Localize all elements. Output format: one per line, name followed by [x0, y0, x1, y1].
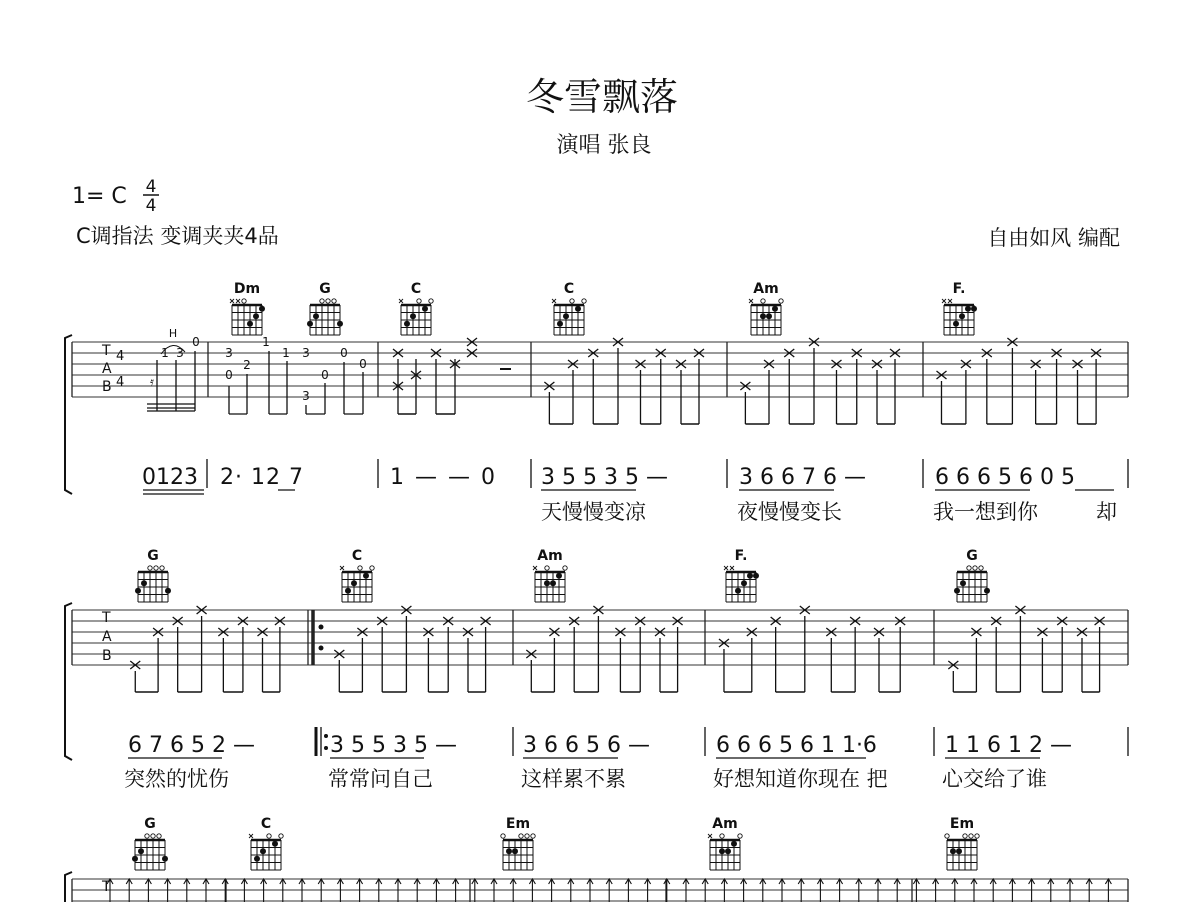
- svg-text:1 — — 0: 1 — — 0: [390, 465, 497, 490]
- finger-dot: [971, 306, 977, 312]
- svg-text:天慢慢变凉: 天慢慢变凉: [541, 500, 646, 524]
- svg-text:3: 3: [302, 346, 310, 360]
- chord-diagrams: [135, 548, 990, 602]
- chord-name: C: [563, 281, 575, 297]
- system-3: [65, 816, 1128, 902]
- finger-dot: [550, 580, 556, 586]
- finger-dot: [954, 588, 960, 594]
- finger-dot: [363, 573, 369, 579]
- finger-dot: [351, 580, 357, 586]
- rest-symbol: 𝄿: [150, 375, 154, 390]
- tab-clef-b: B: [102, 648, 112, 664]
- chord-diagram: [340, 548, 374, 602]
- chord-diagram: [552, 281, 586, 335]
- time-sig-top: 4: [145, 177, 157, 197]
- chord-name: G: [966, 548, 978, 564]
- finger-dot: [260, 848, 266, 854]
- chord-name: C: [351, 548, 363, 564]
- fret-numbers: [161, 335, 367, 403]
- svg-text:1: 1: [262, 335, 270, 349]
- tuning-note: C调指法 变调夹夹4品: [76, 224, 279, 248]
- chord-name: Am: [753, 281, 779, 297]
- svg-text:3: 3: [302, 389, 310, 403]
- tab-time-top: 4: [116, 349, 125, 364]
- repeat-dot: [324, 746, 328, 750]
- svg-text:0: 0: [192, 335, 200, 349]
- numbered-notation: [142, 465, 1075, 490]
- chord-diagrams: [132, 816, 979, 870]
- svg-text:0: 0: [359, 357, 367, 371]
- svg-text:1: 1: [161, 346, 169, 360]
- harmonic-mark: H: [168, 327, 178, 340]
- svg-text:3 6 6 7 6 —: 3 6 6 7 6 —: [739, 465, 866, 490]
- finger-dot: [165, 588, 171, 594]
- finger-dot: [575, 306, 581, 312]
- tab-clef-t: T: [102, 610, 111, 626]
- tab-clef-b: B: [102, 379, 112, 395]
- svg-text:0: 0: [321, 368, 329, 382]
- chord-diagrams: [230, 281, 977, 335]
- chord-name: Am: [712, 816, 738, 832]
- singer-line: 演唱 张良: [556, 133, 652, 158]
- tab-clef-a: A: [102, 629, 112, 645]
- finger-dot: [772, 306, 778, 312]
- numbered-notation: [128, 733, 1072, 758]
- chord-diagram: [942, 281, 977, 335]
- chord-diagram: [307, 281, 343, 335]
- notation-underlines: [143, 490, 1114, 494]
- svg-text:6 6 6 5 6 0 5: 6 6 6 5 6 0 5: [935, 465, 1075, 490]
- finger-dot: [345, 588, 351, 594]
- repeat-dot: [324, 734, 328, 738]
- repeat-dot: [319, 646, 324, 651]
- svg-text:3: 3: [176, 346, 184, 360]
- tab-clef-t: T: [102, 343, 111, 359]
- lyrics: [124, 767, 1047, 791]
- svg-text:我一想到你: 我一想到你: [933, 500, 1038, 524]
- tab-staff: [72, 610, 1128, 665]
- tab-clef-t: T: [102, 879, 111, 895]
- svg-text:6 6 6 5 6 1 1·6: 6 6 6 5 6 1 1·6: [716, 733, 877, 758]
- barlines: [72, 610, 1128, 665]
- chord-diagram: [945, 816, 979, 870]
- finger-dot: [965, 306, 971, 312]
- chord-name: Dm: [233, 281, 261, 297]
- chord-diagram: [249, 816, 283, 870]
- svg-text:2: 2: [243, 358, 251, 372]
- finger-dot: [141, 580, 147, 586]
- svg-text:0123: 0123: [142, 465, 198, 490]
- finger-dot: [506, 848, 512, 854]
- chord-name: Em: [505, 816, 531, 832]
- finger-dot: [259, 306, 265, 312]
- finger-dot: [162, 856, 168, 862]
- chord-name: C: [260, 816, 272, 832]
- svg-text:3 6 6 5 6 —: 3 6 6 5 6 —: [523, 733, 650, 758]
- finger-dot: [556, 573, 562, 579]
- time-sig-bottom: 4: [145, 196, 157, 216]
- chord-diagram: [533, 548, 567, 602]
- finger-dot: [272, 841, 278, 847]
- finger-dot: [760, 313, 766, 319]
- tab-staff: [72, 879, 1128, 901]
- finger-dot: [960, 580, 966, 586]
- finger-dot: [563, 313, 569, 319]
- chord-diagram: [230, 281, 265, 335]
- arranger: 自由如风 编配: [987, 226, 1120, 250]
- svg-text:2· 12 7: 2· 12 7: [220, 465, 304, 490]
- finger-dot: [950, 848, 956, 854]
- finger-dot: [253, 313, 259, 319]
- finger-dot: [959, 313, 965, 319]
- finger-dot: [544, 580, 550, 586]
- svg-text:3 5 5 3 5 —: 3 5 5 3 5 —: [330, 733, 457, 758]
- finger-dot: [725, 848, 731, 854]
- chord-diagram: [954, 548, 990, 602]
- chord-name: C: [410, 281, 422, 297]
- stems-beams: [147, 351, 363, 414]
- finger-dot: [731, 841, 737, 847]
- lyrics: [541, 500, 1117, 524]
- finger-dot: [247, 321, 253, 327]
- chord-diagram: [749, 281, 783, 335]
- finger-dot: [735, 588, 741, 594]
- finger-dot: [132, 856, 138, 862]
- chord-diagram: [399, 281, 433, 335]
- finger-dot: [254, 856, 260, 862]
- finger-dot: [956, 848, 962, 854]
- tab-time-bottom: 4: [116, 375, 125, 390]
- svg-text:突然的忧伤: 突然的忧伤: [124, 767, 229, 791]
- chord-name: G: [144, 816, 156, 832]
- repeat-dot: [319, 625, 324, 630]
- system-bracket: [65, 603, 72, 760]
- svg-text:心交给了谁: 心交给了谁: [942, 767, 1047, 791]
- finger-dot: [307, 321, 313, 327]
- finger-dot: [557, 321, 563, 327]
- svg-text:3 5 5 3 5 —: 3 5 5 3 5 —: [541, 465, 668, 490]
- system-bracket: [65, 872, 72, 902]
- svg-text:却: 却: [1096, 500, 1117, 524]
- key-signature: 1= C: [72, 184, 127, 209]
- finger-dot: [337, 321, 343, 327]
- svg-text:夜慢慢变长: 夜慢慢变长: [737, 500, 842, 524]
- finger-dot: [135, 588, 141, 594]
- system-2: [65, 548, 1128, 791]
- finger-dot: [512, 848, 518, 854]
- chord-name: Em: [949, 816, 975, 832]
- finger-dot: [766, 313, 772, 319]
- chord-name: F.: [734, 548, 748, 564]
- chord-diagram: [708, 816, 742, 870]
- system-1: [65, 281, 1128, 524]
- strum-marks: [130, 606, 1104, 669]
- finger-dot: [313, 313, 319, 319]
- finger-dot: [410, 313, 416, 319]
- finger-dot: [953, 321, 959, 327]
- svg-text:常常问自己: 常常问自己: [328, 767, 433, 791]
- finger-dot: [747, 573, 753, 579]
- system-bracket: [65, 335, 72, 494]
- chord-name: F.: [952, 281, 966, 297]
- svg-text:0: 0: [225, 368, 233, 382]
- finger-dot: [422, 306, 428, 312]
- chord-name: G: [147, 548, 159, 564]
- svg-text:6 7 6 5 2 —: 6 7 6 5 2 —: [128, 733, 255, 758]
- finger-dot: [404, 321, 410, 327]
- finger-dot: [138, 848, 144, 854]
- chord-diagram: [132, 816, 168, 870]
- chord-name: G: [319, 281, 331, 297]
- tab-clef-a: A: [102, 361, 112, 377]
- chord-diagram: [501, 816, 535, 870]
- finger-dot: [719, 848, 725, 854]
- chord-diagram: [135, 548, 171, 602]
- chord-diagram: [724, 548, 759, 602]
- svg-text:0: 0: [340, 346, 348, 360]
- finger-dot: [984, 588, 990, 594]
- song-title: 冬雪飘落: [525, 75, 679, 119]
- svg-text:好想知道你现在 把: 好想知道你现在 把: [713, 767, 888, 791]
- svg-text:1: 1: [282, 346, 290, 360]
- chord-name: Am: [537, 548, 563, 564]
- svg-text:1 1 6 1 2 —: 1 1 6 1 2 —: [945, 733, 1072, 758]
- svg-text:这样累不累: 这样累不累: [521, 767, 626, 791]
- finger-dot: [741, 580, 747, 586]
- svg-text:3: 3: [225, 346, 233, 360]
- finger-dot: [753, 573, 759, 579]
